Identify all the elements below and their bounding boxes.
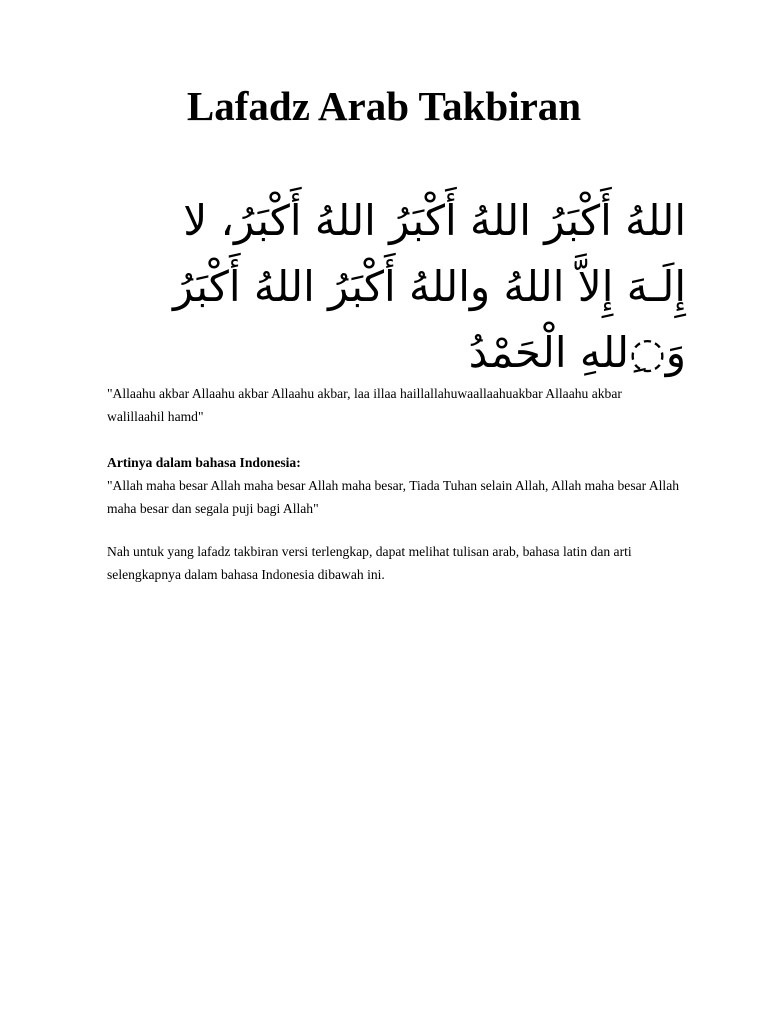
note-paragraph: Nah untuk yang lafadz takbiran versi terlengkap, dapat melihat tulisan arab, bahasa latin dan arti selengkapnya dalam bahasa Indonesia dibawah ini. (107, 544, 632, 582)
arabic-line-2: إِلَـهَ إِلاَّ اللهُ واللهُ أَكْبَرُ اللهُ أَكْبَرُ (173, 262, 686, 311)
arabic-takbir-text (100, 188, 686, 386)
page-title: Lafadz Arab Takbiran (186, 83, 582, 129)
meaning-paragraph: "Allah maha besar Allah maha besar Allah maha besar, Tiada Tuhan selain Allah, Allah maha besar Allah maha besar dan segala puji bagi Allah" (107, 478, 680, 516)
arabic-line-3: وَ◌ِللهِ الْحَمْدُ (468, 328, 686, 377)
transliteration-paragraph: "Allaahu akbar Allaahu akbar Allaahu akbar, laa illaa haillallahuwaallaahuakbar Allaahu akbar walillaahil hamd" (107, 386, 622, 424)
meaning-heading: Artinya dalam bahasa Indonesia: (107, 455, 301, 470)
arabic-line-1: اللهُ أَكْبَرُ اللهُ أَكْبَرُ اللهُ أَكْبَرُ، لا (183, 196, 686, 245)
